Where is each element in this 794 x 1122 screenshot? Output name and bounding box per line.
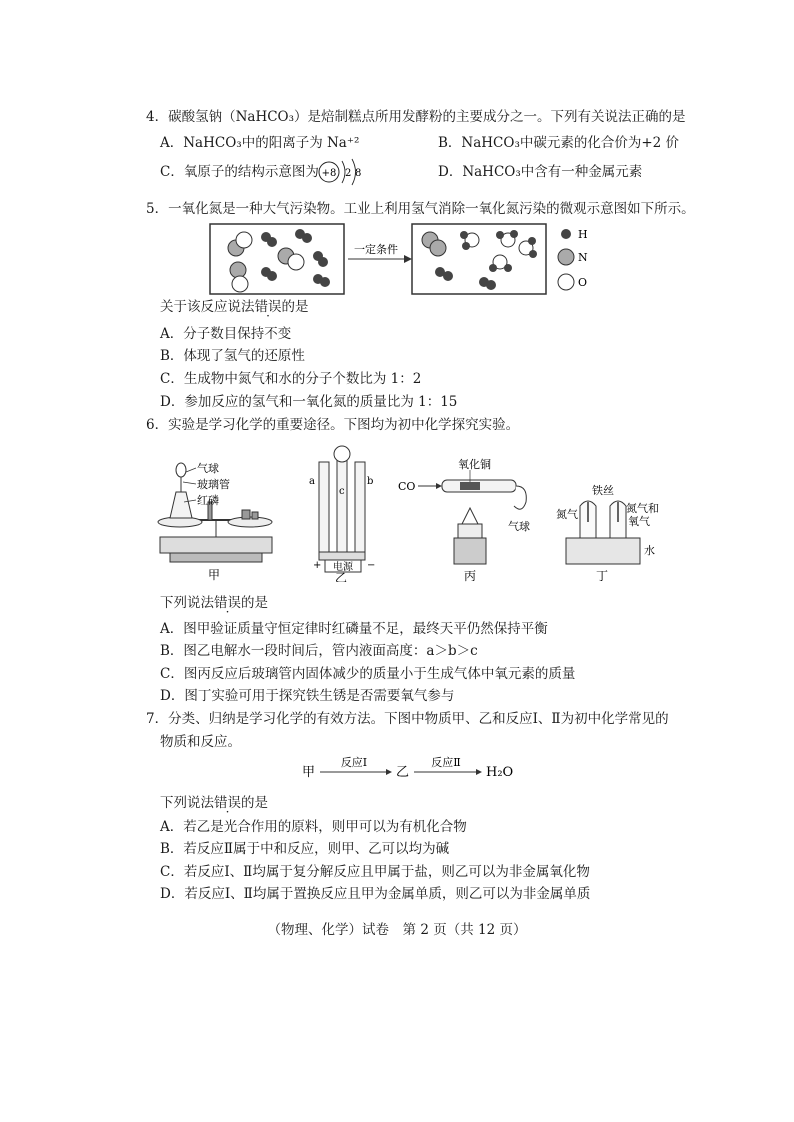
q7-option-b: B．若反应Ⅱ属于中和反应，则甲、乙可以均为碱 [160,841,450,857]
q6-option-c: C．图丙反应后玻璃管内固体减少的质量小于生成气体中氧元素的质量 [160,666,576,682]
reaction-condition-label: 一定条件 [354,243,398,256]
iron-wire-label: 铁丝 [592,484,614,497]
figure-yi-caption: 乙 [335,571,348,582]
reaction-chain-diagram [300,754,520,784]
q5-stem: 5．一氧化氮是一种大气污染物。工业上利用氢气消除一氧化氮污染的微观示意图如下所示。 [146,201,695,217]
chain-reaction-1: 反应Ⅰ [340,756,368,769]
tube-c-label: c [339,486,345,497]
svg-text:H: H [578,228,588,241]
nitrogen-oxygen-label-2: 氧气 [628,515,650,528]
atom-nucleus-charge: +8 [321,168,337,179]
figure-bing-caption: 丙 [464,569,477,582]
chain-water: H₂O [486,765,514,780]
q5-option-c: C．生成物中氮气和水的分子个数比为 1：2 [160,371,422,387]
q6-stem: 6．实验是学习化学的重要途径。下图均为初中化学探究实验。 [146,417,520,433]
figure-jia-balance [150,442,280,582]
power-source-label: 电源 [333,562,353,573]
figure-jia-caption: 甲 [208,568,221,582]
figure-ding-rusting [552,482,662,582]
q4-option-a: A．NaHCO₃中的阳离子为 Na⁺² [160,135,360,151]
q7-sub-stem: 下列说法错误的是 [160,795,268,811]
tube-a-label: a [309,476,315,487]
positive-terminal: + [313,560,322,571]
reaction-micro-diagram [208,222,608,298]
q7-option-c: C．若反应Ⅰ、Ⅱ均属于复分解反应且甲属于盐，则乙可以为非金属氧化物 [160,864,590,880]
q7-stem-line2: 物质和反应。 [160,734,241,750]
q4-option-d: D．NaHCO₃中含有一种金属元素 [438,164,643,180]
q5-option-a: A．分子数目保持不变 [160,326,292,342]
q4-stem: 4．碳酸氢钠（NaHCO₃）是焙制糕点所用发酵粉的主要成分之一。下列有关说法正确的是 [146,109,686,125]
legend-h [561,228,588,241]
atom-shell-2-electrons: 8 [355,168,362,179]
atom-shell-1-electrons: 2 [345,168,352,179]
chain-jia: 甲 [302,765,316,780]
chain-reaction-2: 反应Ⅱ [431,756,461,769]
legend-o [558,274,587,290]
copper-oxide-label: 氧化铜 [458,458,491,471]
q4-option-b: B．NaHCO₃中碳元素的化合价为+2 价 [438,135,680,151]
oxygen-atom-structure-diagram [318,156,366,188]
q7-option-a: A．若乙是光合作用的原料，则甲可以为有机化合物 [160,819,467,835]
jia-label-glass-tube: 玻璃管 [197,478,230,491]
jia-label-balloon: 气球 [197,462,219,475]
q5-option-b: B．体现了氢气的还原性 [160,348,305,364]
nitrogen-oxygen-label-1: 氮气和 [626,502,659,515]
q6-option-a: A．图甲验证质量守恒定律时红磷量不足，最终天平仍然保持平衡 [160,621,548,637]
figure-yi-electrolysis [305,440,385,582]
svg-text:O: O [578,276,588,289]
q5-sub-stem: 关于该反应说法错误的是 [160,299,309,315]
q6-sub-stem: 下列说法错误的是 [160,595,268,611]
negative-terminal: − [367,560,376,571]
legend-n [558,249,588,265]
figure-bing-co-reduction [398,456,538,582]
nitrogen-label: 氮气 [556,508,578,521]
q6-option-b: B．图乙电解水一段时间后，管内液面高度：a＞b＞c [160,643,478,659]
q5-option-d: D．参加反应的氢气和一氧化氮的质量比为 1：15 [160,394,458,410]
water-label: 水 [644,544,655,557]
q4-option-c-text: C．氧原子的结构示意图为 [160,164,319,180]
tube-b-label: b [367,476,374,487]
balloon-label: 气球 [508,520,530,533]
svg-text:N: N [578,251,588,264]
q7-option-d: D．若反应Ⅰ、Ⅱ均属于置换反应且甲为金属单质，则乙可以为非金属单质 [160,886,591,902]
q7-stem-line1: 7．分类、归纳是学习化学的有效方法。下图中物质甲、乙和反应Ⅰ、Ⅱ为初中化学常见的 [146,711,669,727]
q6-option-d: D．图丁实验可用于探究铁生锈是否需要氧气参与 [160,688,455,704]
figure-ding-caption: 丁 [596,569,609,582]
chain-yi: 乙 [396,765,410,780]
q4-option-c [160,163,319,181]
page-footer: （物理、化学）试卷 第 2 页（共 12 页） [267,922,527,938]
jia-label-red-phosphorus: 红磷 [197,494,219,507]
co-label: CO [398,480,416,493]
